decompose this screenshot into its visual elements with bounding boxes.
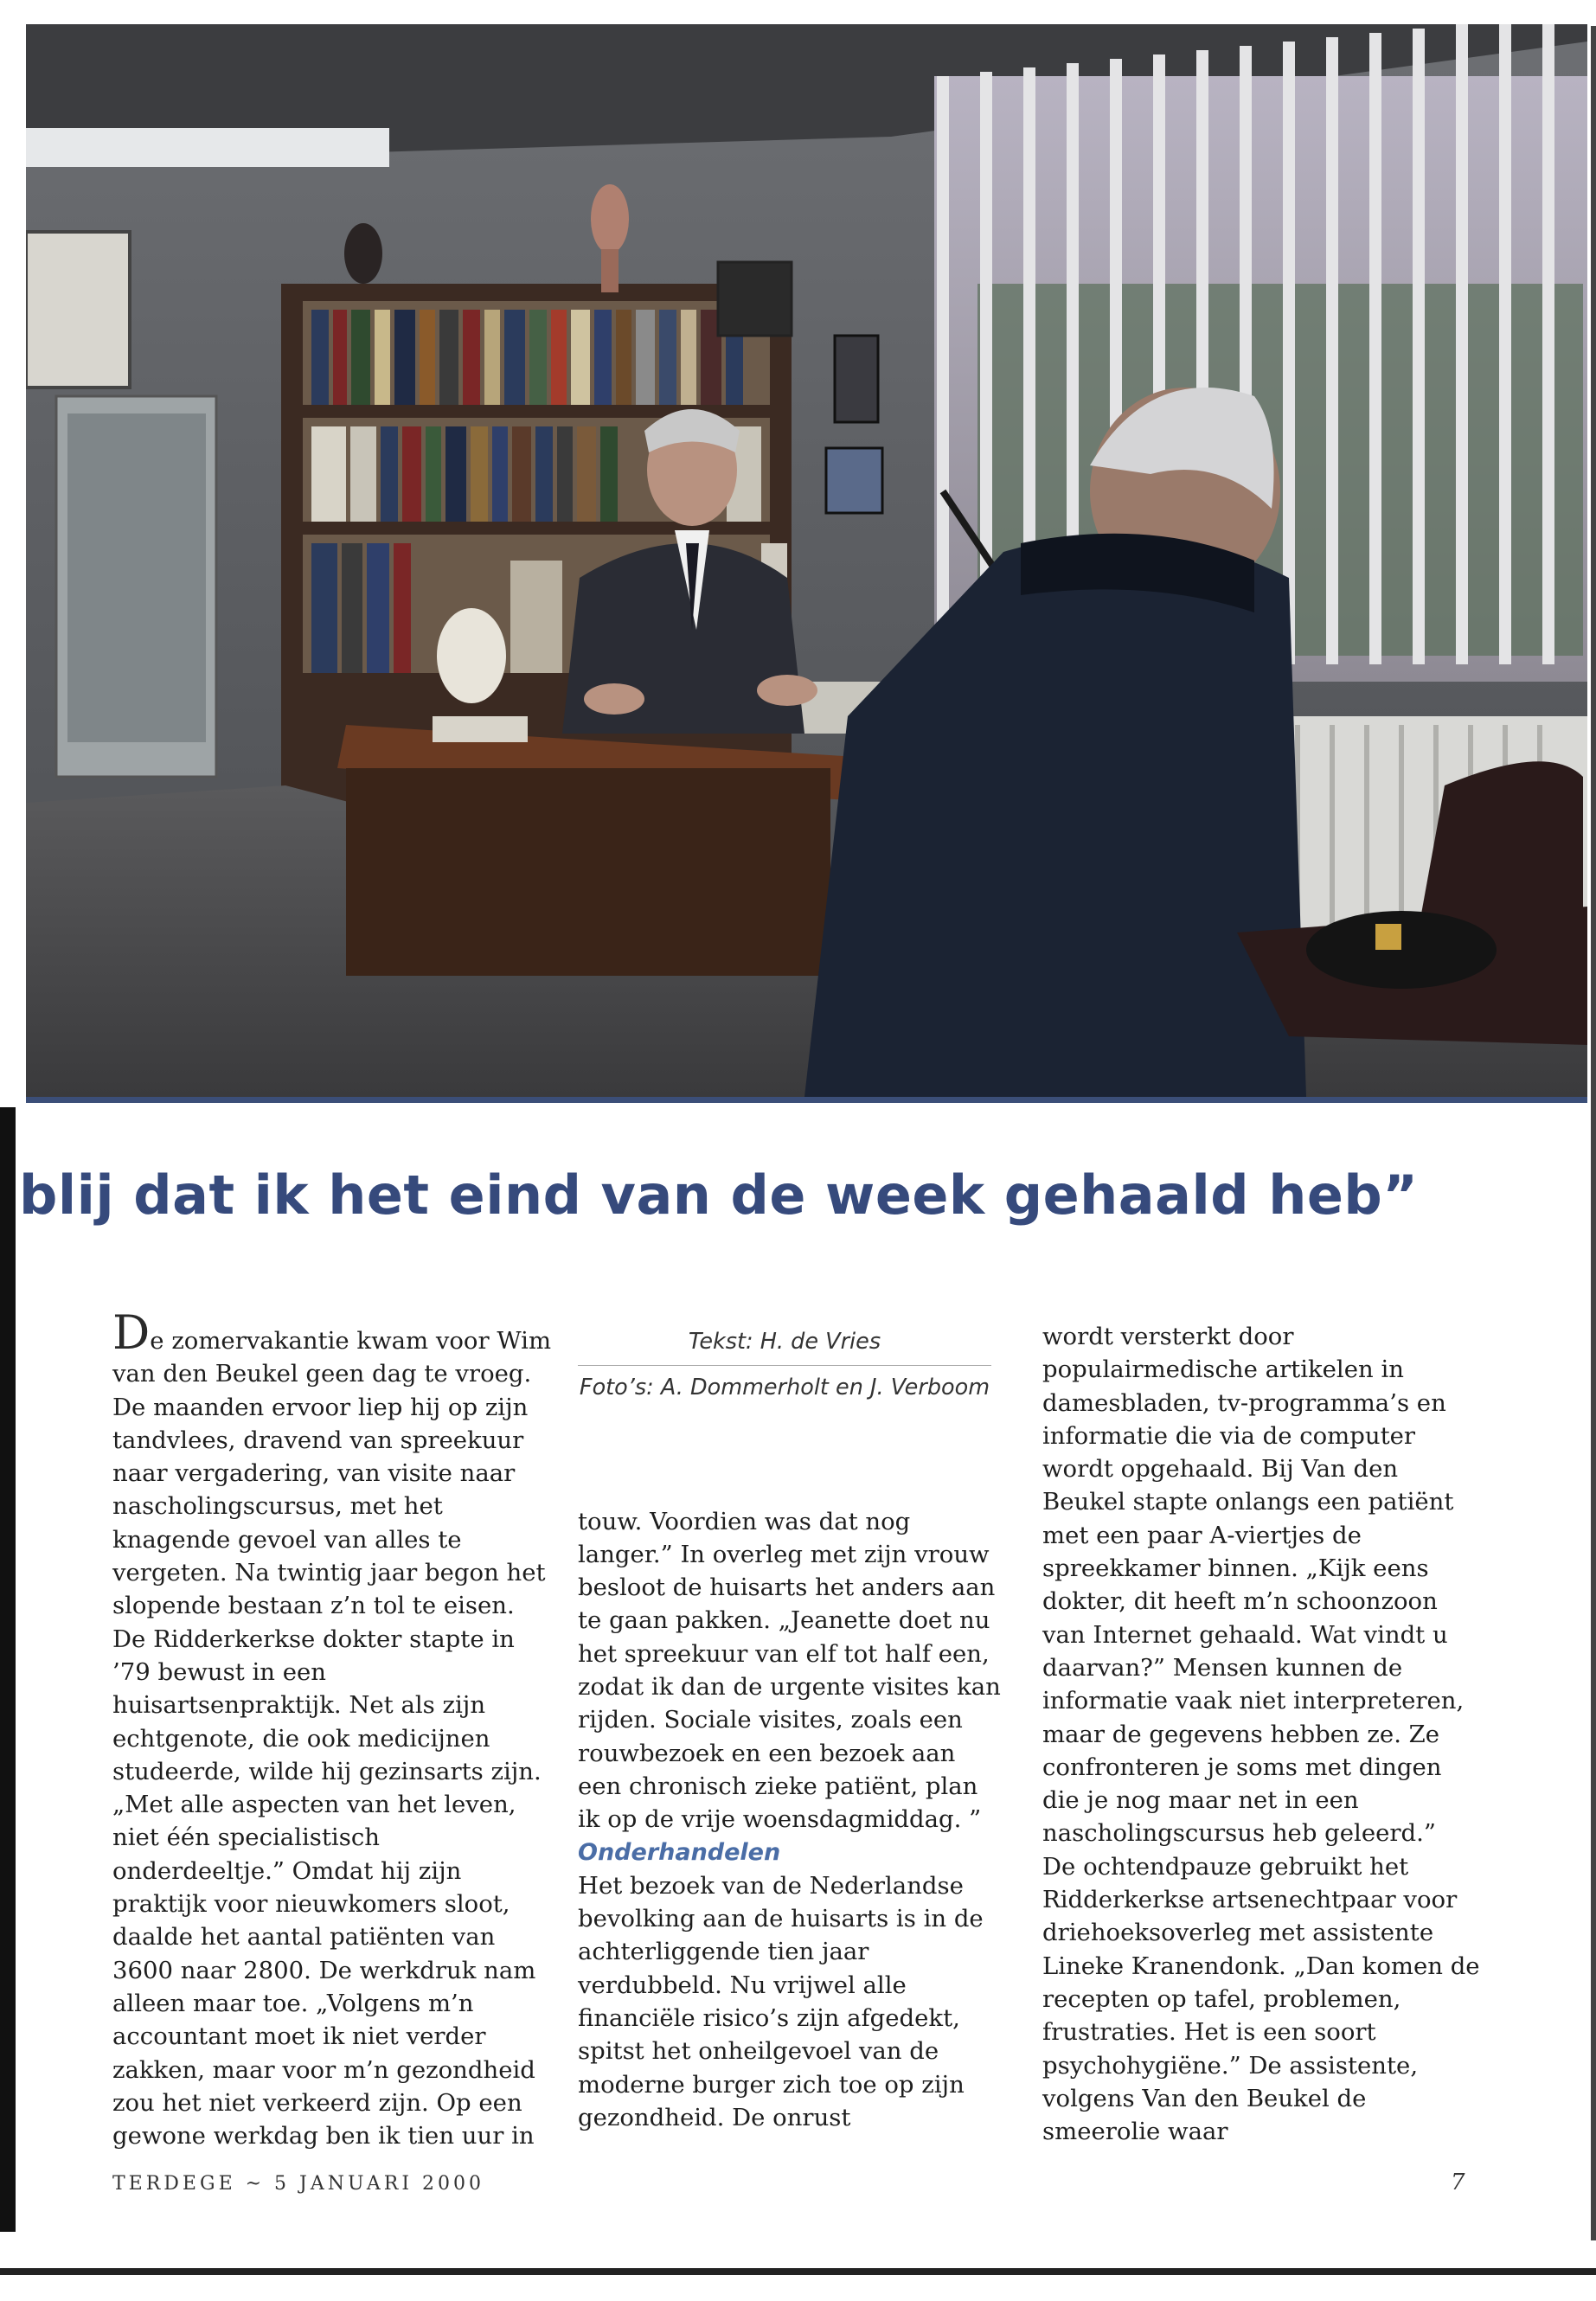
column-1-text xyxy=(112,1305,554,2152)
column-2 xyxy=(578,1320,1002,2134)
column-3 xyxy=(1042,1320,1484,2148)
column-1-body: e zomervakantie kwam voor Wim van den Beukel geen dag te vroeg. De maanden ervoor liep hij op zijn tandvlees, dravend van spreekuur naar vergadering, van visite naar nascholingscursus, met het knagende gevoel van alles te vergeten. Na twintig jaar begon het slopende bestaan z’n tol te eisen. De Ridderkerkse dokter stapte in ’79 bewust in een huisartsenpraktijk. Net als zijn echtgenote, die ook medicijnen studeerde, wilde hij gezinsarts zijn. „Met alle aspecten van het leven, niet één specialistisch onderdeeltje.” Omdat hij zijn praktijk voor nieuwkomers sloot, daalde het aantal patiënten van 3600 naar 2800. De werkdruk nam alleen maar toe. „Volgens m’n accountant moet ik niet verder zakken, maar voor m’n gezondheid zou het niet verkeerd zijn. Op een gewone werkdag ben ik tien uur in xyxy=(112,1327,552,2150)
scan-edge-left xyxy=(0,1107,16,2232)
column-2-paragraph-2: Het bezoek van de Nederlandse bevolking aan de huisarts is in de achterliggende tien jaar verdubbeld. Nu vrijwel alle financiële risico’s zijn afgedekt, spitst het onheilgevoel van de moderne burger zich toe op zijn gezondheid. De onrust xyxy=(578,1871,984,2131)
text-credit: Tekst: H. de Vries xyxy=(578,1320,991,1366)
footer-publication: TERDEGE ~ 5 JANUARI 2000 xyxy=(112,2173,484,2195)
column-2-paragraph-1: touw. Voordien was dat nog langer.” In overleg met zijn vrouw besloot de huisarts het anders aan te gaan pakken. „Jeanette doet nu het spreekuur van elf tot half een, zodat ik dan de urgente visites kan rijden. Sociale visites, zoals een rouwbezoek en een bezoek aan een chronisch zieke patiënt, plan ik op de vrije woensdagmiddag. ” xyxy=(578,1507,1001,1834)
column-2-body xyxy=(578,1505,1002,2135)
section-subheading: Onderhandelen xyxy=(578,1838,781,1866)
page-number: 7 xyxy=(1451,2170,1465,2195)
column-3-paragraph-2: De ochtendpauze gebruikt het Ridderkerkse artsenechtpaar voor driehoeksoverleg met assistente Lineke Kranendonk. „Dan komen de recepten op tafel, problemen, frustraties. Het is een soort psychohygiëne.” De assistente, volgens Van den Beukel de smeerolie waar xyxy=(1042,1852,1480,2146)
drop-cap: D xyxy=(112,1305,151,1360)
article-headline: blij dat ik het eind van de week gehaald heb” xyxy=(19,1163,1419,1227)
column-1 xyxy=(112,1305,554,2152)
credits-block xyxy=(578,1320,991,1410)
scan-edge-bottom xyxy=(0,2268,1596,2275)
doctor-office-photo xyxy=(26,24,1587,1103)
photo-credit: Foto’s: A. Dommerholt en J. Verboom xyxy=(579,1375,990,1401)
scan-edge-right xyxy=(1591,26,1596,2240)
column-3-paragraph-1: wordt versterkt door populairmedische artikelen in damesbladen, tv-programma’s en informatie die via de computer wordt opgehaald. Bij Van den Beukel stapte onlangs een patiënt met een paar A-viertjes de spreekkamer binnen. „Kijk eens dokter, dit heeft m’n schoonzoon van Internet gehaald. Wat vindt u daarvan?” Mensen kunnen de informatie vaak niet interpreteren, maar de gegevens hebben ze. Ze confronteren je soms met dingen die je nog maar net in een nascholingscursus heb geleerd.” xyxy=(1042,1323,1465,1848)
